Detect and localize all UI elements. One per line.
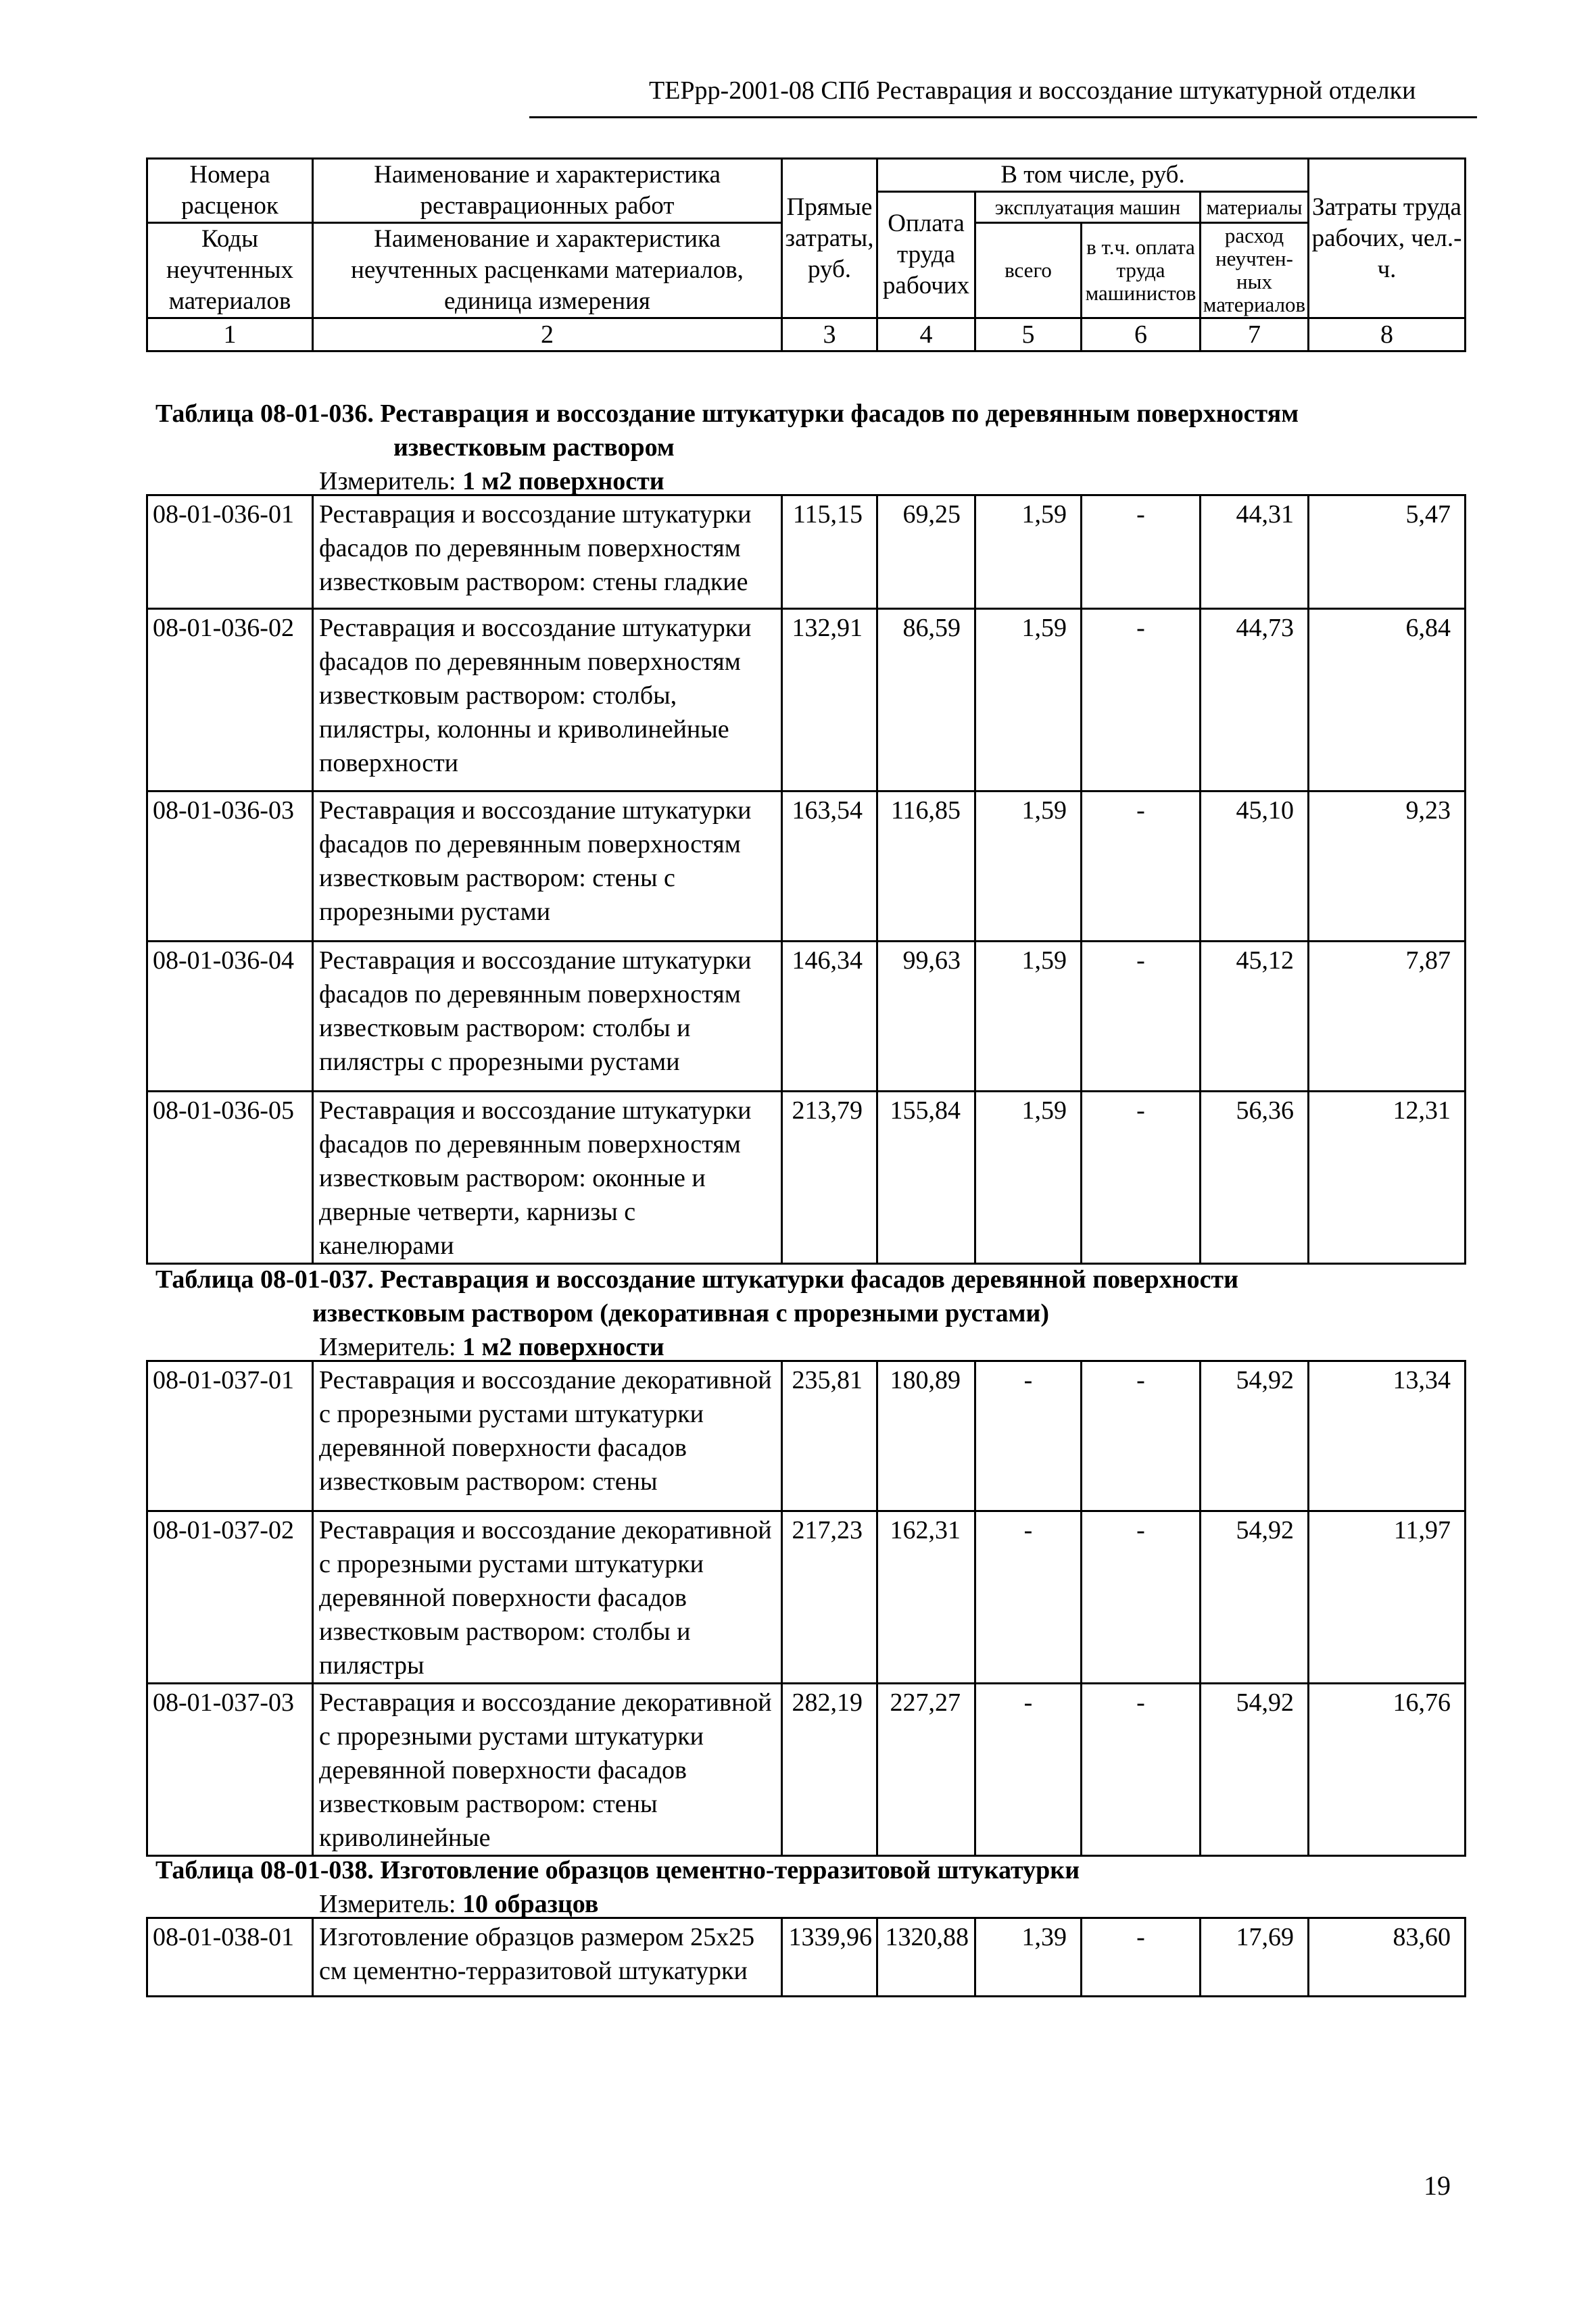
table-row — [147, 609, 1466, 791]
table-row — [147, 1511, 1466, 1684]
unit-value: 10 образцов — [462, 1890, 599, 1918]
column-number: 4 — [877, 318, 975, 351]
machinist-pay: - — [1082, 609, 1201, 791]
rate-description: Реставрация и воссоздание штукатурки фасадов по деревянным поверхностям известковым раствором: столбы, пилястры, колонны и криволинейные поверхности — [313, 609, 782, 791]
rate-code: 08-01-036-05 — [147, 1092, 313, 1264]
rate-description: Реставрация и воссоздание декоративной с прорезными рустами штукатурки деревянной поверхности фасадов известковым раствором: столбы и пилястры — [313, 1511, 782, 1684]
unit-label: Измеритель: — [319, 1890, 456, 1918]
rate-description: Реставрация и воссоздание декоративной с прорезными рустами штукатурки деревянной поверхности фасадов известковым раствором: стены криволинейные — [313, 1684, 782, 1856]
header-material-codes: Коды неучтенных материалов — [147, 223, 313, 318]
materials-cost: 17,69 — [1201, 1918, 1309, 1997]
table-row — [147, 1092, 1466, 1264]
header-materials: материалы — [1201, 192, 1309, 223]
rate-description: Реставрация и воссоздание штукатурки фасадов по деревянным поверхностям известковым раствором: стены с прорезными рустами — [313, 791, 782, 942]
rate-code: 08-01-038-01 — [147, 1918, 313, 1997]
materials-cost: 45,12 — [1201, 942, 1309, 1092]
labor-hours: 6,84 — [1309, 609, 1466, 791]
header-including: В том числе, руб. — [877, 159, 1309, 192]
rate-code: 08-01-037-03 — [147, 1684, 313, 1856]
machines-total: 1,59 — [975, 495, 1082, 609]
machines-total: 1,59 — [975, 1092, 1082, 1264]
materials-cost: 54,92 — [1201, 1511, 1309, 1684]
direct-costs: 217,23 — [782, 1511, 877, 1684]
column-number: 2 — [313, 318, 782, 351]
labor-hours: 7,87 — [1309, 942, 1466, 1092]
materials-cost: 56,36 — [1201, 1092, 1309, 1264]
column-number: 1 — [147, 318, 313, 351]
labor-pay: 86,59 — [877, 609, 975, 791]
header-unaccounted-materials: расход неучтен-ных материалов — [1201, 223, 1309, 318]
rate-description: Реставрация и воссоздание декоративной с прорезными рустами штукатурки деревянной поверхности фасадов известковым раствором: стены — [313, 1361, 782, 1511]
table-row — [147, 1361, 1466, 1511]
page-number: 19 — [1424, 2170, 1451, 2201]
table-row — [147, 495, 1466, 609]
labor-hours: 11,97 — [1309, 1511, 1466, 1684]
unit-line — [319, 464, 664, 498]
header-machinist-pay: в т.ч. оплата труда машинистов — [1082, 223, 1201, 318]
machinist-pay: - — [1082, 1918, 1201, 1997]
labor-pay: 1320,88 — [877, 1918, 975, 1997]
header-material-names: Наименование и характеристика неучтенных расценками материалов, единица измерения — [313, 223, 782, 318]
machines-total: 1,59 — [975, 791, 1082, 942]
machinist-pay: - — [1082, 495, 1201, 609]
unit-value: 1 м2 поверхности — [462, 1333, 664, 1361]
machinist-pay: - — [1082, 1511, 1201, 1684]
direct-costs: 235,81 — [782, 1361, 877, 1511]
rate-description: Реставрация и воссоздание штукатурки фасадов по деревянным поверхностям известковым раствором: столбы и пилястры с прорезными рустами — [313, 942, 782, 1092]
header-direct-costs: Прямые затраты, руб. — [782, 159, 877, 318]
unit-value: 1 м2 поверхности — [462, 467, 664, 495]
column-number: 7 — [1201, 318, 1309, 351]
materials-cost: 54,92 — [1201, 1684, 1309, 1856]
direct-costs: 1339,96 — [782, 1918, 877, 1997]
unit-label: Измеритель: — [319, 467, 456, 495]
rates-table-037 — [146, 1360, 1466, 1857]
header-work-name: Наименование и характеристика реставрационных работ — [313, 159, 782, 223]
section-title: известковым раствором (декоративная с прорезными рустами) — [312, 1299, 1050, 1327]
labor-hours: 5,47 — [1309, 495, 1466, 609]
direct-costs: 115,15 — [782, 495, 877, 609]
rate-code: 08-01-036-04 — [147, 942, 313, 1092]
header-rule — [529, 116, 1477, 118]
machines-total: - — [975, 1361, 1082, 1511]
machines-total: - — [975, 1684, 1082, 1856]
rate-description: Реставрация и воссоздание штукатурки фасадов по деревянным поверхностям известковым раствором: оконные и дверные четверти, карнизы с канелюрами — [313, 1092, 782, 1264]
column-number: 3 — [782, 318, 877, 351]
labor-pay: 227,27 — [877, 1684, 975, 1856]
column-number: 5 — [975, 318, 1082, 351]
unit-line — [319, 1887, 598, 1921]
rate-code: 08-01-036-02 — [147, 609, 313, 791]
section-title: Таблица 08-01-038. Изготовление образцов цементно-терразитовой штукатурки — [155, 1856, 1080, 1884]
direct-costs: 213,79 — [782, 1092, 877, 1264]
labor-pay: 162,31 — [877, 1511, 975, 1684]
table-row — [147, 1918, 1466, 1997]
column-number: 8 — [1309, 318, 1466, 351]
labor-hours: 16,76 — [1309, 1684, 1466, 1856]
machines-total: - — [975, 1511, 1082, 1684]
section-title: Таблица 08-01-036. Реставрация и воссоздание штукатурки фасадов по деревянным поверхностям — [155, 399, 1299, 428]
rate-description: Реставрация и воссоздание штукатурки фасадов по деревянным поверхностям известковым раствором: стены гладкие — [313, 495, 782, 609]
header-rate-numbers: Номера расценок — [147, 159, 313, 223]
labor-pay: 69,25 — [877, 495, 975, 609]
labor-pay: 116,85 — [877, 791, 975, 942]
rates-table-038 — [146, 1917, 1466, 1997]
labor-hours: 12,31 — [1309, 1092, 1466, 1264]
materials-cost: 54,92 — [1201, 1361, 1309, 1511]
machines-total: 1,59 — [975, 942, 1082, 1092]
machines-total: 1,59 — [975, 609, 1082, 791]
machinist-pay: - — [1082, 1684, 1201, 1856]
direct-costs: 163,54 — [782, 791, 877, 942]
materials-cost: 44,73 — [1201, 609, 1309, 791]
section-title: Таблица 08-01-037. Реставрация и воссоздание штукатурки фасадов деревянной поверхности — [155, 1265, 1238, 1294]
header-labor-hours: Затраты труда рабочих, чел.-ч. — [1309, 159, 1466, 318]
labor-pay: 99,63 — [877, 942, 975, 1092]
machinist-pay: - — [1082, 791, 1201, 942]
header-machines: эксплуатация машин — [975, 192, 1201, 223]
table-row — [147, 791, 1466, 942]
header-machines-total: всего — [975, 223, 1082, 318]
machinist-pay: - — [1082, 1092, 1201, 1264]
direct-costs: 282,19 — [782, 1684, 877, 1856]
machinist-pay: - — [1082, 1361, 1201, 1511]
materials-cost: 44,31 — [1201, 495, 1309, 609]
header-labor-pay: Оплата труда рабочих — [877, 192, 975, 318]
rate-description: Изготовление образцов размером 25х25 см цементно-терразитовой штукатурки — [313, 1918, 782, 1997]
labor-pay: 155,84 — [877, 1092, 975, 1264]
rates-table-036 — [146, 494, 1466, 1265]
running-header: ТЕРрр-2001-08 СПб Реставрация и воссоздание штукатурной отделки — [649, 76, 1416, 105]
labor-hours: 83,60 — [1309, 1918, 1466, 1997]
rate-code: 08-01-037-01 — [147, 1361, 313, 1511]
machines-total: 1,39 — [975, 1918, 1082, 1997]
labor-hours: 9,23 — [1309, 791, 1466, 942]
column-header-table — [146, 157, 1466, 352]
machinist-pay: - — [1082, 942, 1201, 1092]
table-row — [147, 1684, 1466, 1856]
materials-cost: 45,10 — [1201, 791, 1309, 942]
section-title: известковым раствором — [393, 433, 675, 462]
direct-costs: 132,91 — [782, 609, 877, 791]
labor-pay: 180,89 — [877, 1361, 975, 1511]
direct-costs: 146,34 — [782, 942, 877, 1092]
rate-code: 08-01-036-01 — [147, 495, 313, 609]
unit-label: Измеритель: — [319, 1333, 456, 1361]
table-row — [147, 942, 1466, 1092]
rate-code: 08-01-037-02 — [147, 1511, 313, 1684]
rate-code: 08-01-036-03 — [147, 791, 313, 942]
unit-line — [319, 1330, 664, 1364]
labor-hours: 13,34 — [1309, 1361, 1466, 1511]
column-number: 6 — [1082, 318, 1201, 351]
